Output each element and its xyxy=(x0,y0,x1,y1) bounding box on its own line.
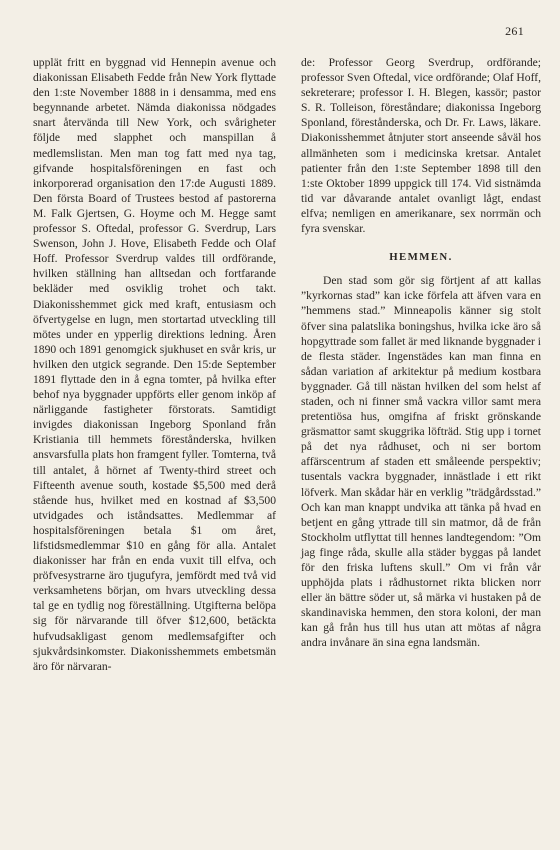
right-column xyxy=(301,55,541,651)
section-heading: HEMMEN. xyxy=(389,251,453,264)
left-column-text: upplät fritt en byggnad vid Hennepin avenue och diakonissan Elisabeth Fedde från New York flyttade den 1:ste November 1888 in i densamma, med ens begynnande arbetet. Nämda diakonissa nödgades snart återvända till New York, och svårigheter följde med slapphet och manspillan å medlemslistan. Men man tog fatt med nya tag, gifvande hospitalsföreningen en fast och inkorporerad organisation den 17:de Augusti 1889. Den första Board of Trustees bestod af pastorerna M. Falk Gjertsen, G. Hoyme och M. Hegge samt professor S. Oftedal, professor G. Sverdrup, Lars Swenson, John J. Hove, Elisabeth Fedde och Olaf Hoff. Professor Sverdrup valdes till ordförande, hvilken ställning han alltsedan och fortfarande bekläder med osviklig trohet och takt. Diakonisshemmet gick med kraft, entusiasm och öfvertygelse en lugn, men stortartad utveckling till mötes under en ypperlig direktions ledning. Åren 1890 och 1891 genomgick sjukhuset en svår kris, ur hvilken den utgick segrande. Den 15:de September 1891 flyttade den in å egna tomter, på hvilka efter behof nya byggnader uppförts eller genom inköp af närliggande fastigheter förstorats. Samtidigt invigdes diakonissan Ingeborg Sponland från Kristiania till hemmets förestånderska, hvilken ansvarsfulla plats hon framgent fyller. Tomterna, två till antalet, å hörnet af Twenty-third street och Fifteenth avenue south, kostade $5,500 med derå stående hus, hvilket med en kostnad af $3,500 utvidgades och iståndsattes. Medlemmar af hospitalsföreningen betala $1 om året, lifstidsmedlemmar $10 en gång för alla. Antalet diakonisser har från en enda vuxit till elfva, och pröfvesystrarne äro tjugufyra, jemfördt med två vid verksamhetens början, om hvars utveckling dessa tal ge en tydlig nog föreställning. Utgifterna belöpa sig för närvarande till öfver $12,600, betäckta hufvudsakligast genom medlemsafgifter och sjukvårdsinkomster. Diakonisshemmets embetsmän äro för närvaran- xyxy=(33,56,277,673)
left-column xyxy=(33,55,276,674)
right-column-intro: de: Professor Georg Sverdrup, ordförande; professor Sven Oftedal, vice ordförande; Olaf Hoff, sekreterare; professor I. H. Blegen, kassör; pastor S. R. Tolleison, föreståndare; diakonissa Ingeborg Sponland, förestånderska, och Dr. Fr. Laws, läkare. Diakonisshemmet åtnjuter stort anseende såväl hos allmänheten som i medicinska kretsar. Antalet patienter från den 1:ste September 1898 till den 1:ste Oktober 1899 uppgick till 174. Vid sistnämda tid var dåvarande antalet ovanligt lågt, endast elfva; nemligen en amerikanare, sex norrmän och fyra svenskar. xyxy=(301,56,541,236)
right-column-body: Den stad som gör sig förtjent af att kallas ”kyrkornas stad” kan icke förfela att äfven vara en ”hemmens stad.” Minneapolis känner sig stolt öfver sina palatslika boningshus, hvilka icke äro så hopgyttrade som fallet är med liknande byggnader i de flesta städer. Ingenstädes kan man finna en sådan variation af arkitektur på medium kostbara byggnader. Gå till nästan hvilken del som helst af staden, och ni finner små vackra villor samt mera pretentiösa hus, omgifna af friskt grönskande gräsmattor samt skuggrika löfträd. Stig upp i tornet på det nya rådhuset, och ni ser bortom affärscentrum af staden ett småleende perspektiv; tusentals vackra byggnader, innästlade i ett rikt löfverk. Man skådar här en verklig ”trädgårdsstad.” Och kan man knappt undvika att tänka på hvad en betjent en gång yttrade till sin matmor, då de från Stockholm utflyttat till hennes landtegendom: ”Om jag finge råda, skulle alla städer byggas på landet för den friska luftens skull.” Om vi från vår upphöjda plats i rådhustornet rikta blicken norr eller än bättre söder ut, så märka vi hustaken på de skandinaviska hemmen, den stora koloni, der man kan gå från hus till hus utan att mötas af några andra invånare än sina egna landsmän. xyxy=(301,274,541,650)
page-number: 261 xyxy=(505,24,524,38)
